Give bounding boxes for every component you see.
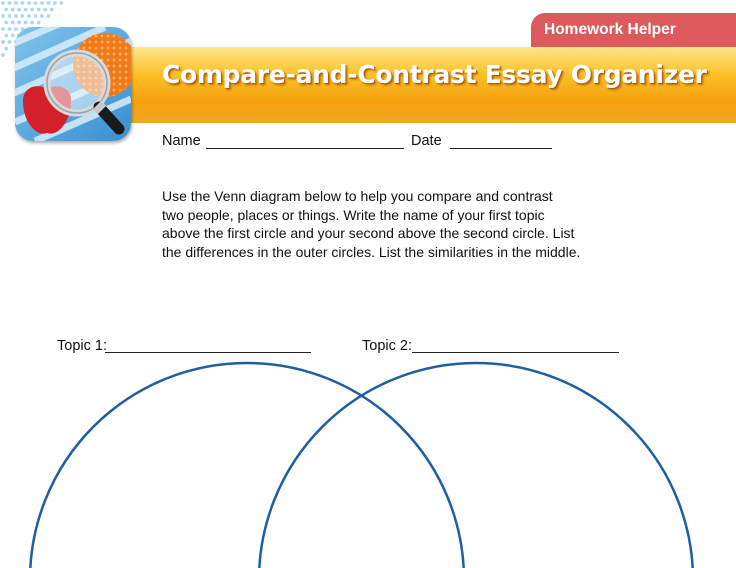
instruction-line: the differences in the outer circles. List the similarities in the middle.	[162, 243, 581, 260]
date-label: Date	[411, 133, 442, 149]
instruction-line: two people, places or things. Write the name of your first topic	[162, 206, 545, 223]
topic-1-label: Topic 1:	[57, 338, 107, 354]
instruction-line: Use the Venn diagram below to help you compare and contrast	[162, 188, 553, 204]
name-field[interactable]	[206, 148, 404, 149]
topic-1-field[interactable]	[105, 352, 311, 353]
instructions	[162, 187, 582, 261]
instruction-line: above the first circle and your second above the second circle. List	[162, 225, 575, 241]
topic-2-field[interactable]	[412, 352, 619, 353]
date-field[interactable]	[450, 148, 552, 149]
magnifying-glass-icon	[15, 27, 131, 141]
homework-helper-tab: Homework Helper	[531, 13, 736, 47]
page-title: Compare-and-Contrast Essay Organizer	[162, 60, 707, 89]
name-label: Name	[162, 133, 201, 149]
venn-circle-left	[30, 363, 464, 568]
topic-2-label: Topic 2:	[362, 338, 412, 354]
venn-circle-right	[259, 363, 693, 568]
venn-diagram	[0, 355, 736, 568]
